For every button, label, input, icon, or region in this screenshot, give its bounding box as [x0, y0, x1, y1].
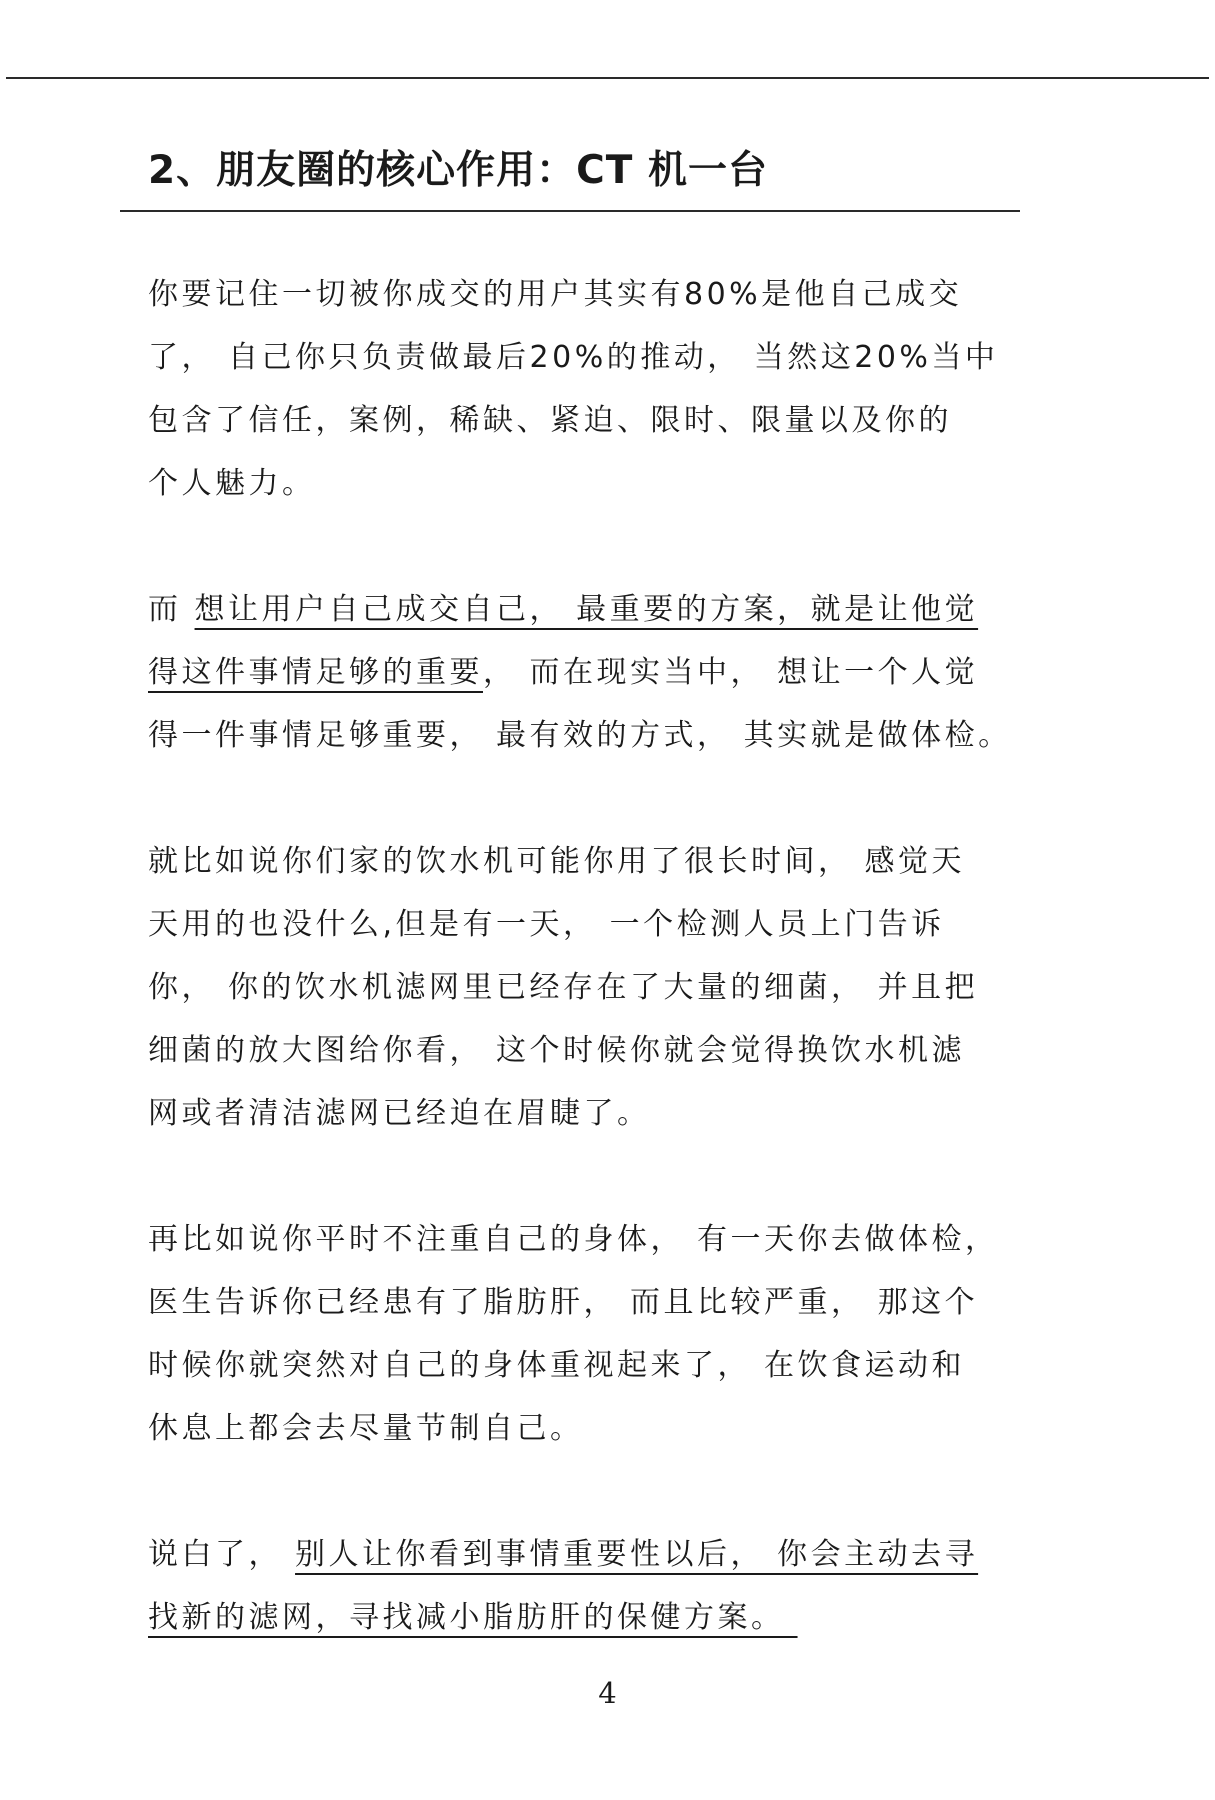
text-line — [148, 1019, 1028, 1082]
text-line — [148, 830, 1028, 893]
section-heading: 2、朋友圈的核心作用：CT 机一台 — [148, 148, 768, 193]
heading-underline-rule — [120, 210, 1020, 212]
text-segment: 说白了， — [148, 1537, 296, 1572]
text-segment: 休息上都会去尽量节制自己。 — [148, 1411, 584, 1446]
paragraph — [148, 830, 1028, 1145]
text-segment: 再比如说你平时不注重自己的身体， 有一天你去做体检， — [148, 1222, 999, 1257]
body-text — [148, 263, 1028, 1712]
text-segment: 网或者清洁滤网已经迫在眉睫了。 — [148, 1096, 651, 1131]
text-segment: 而 — [148, 592, 195, 627]
text-line — [148, 893, 1028, 956]
paragraph — [148, 578, 1028, 767]
text-segment: 细菌的放大图给你看， 这个时候你就会觉得换饮水机滤 — [148, 1033, 966, 1068]
underlined-text: 得这件事情足够的重要 — [148, 655, 483, 690]
underlined-text: 别人让你看到事情重要性以后， 你会主动去寻 — [295, 1537, 979, 1572]
paragraph — [148, 263, 1028, 515]
paragraph — [148, 1208, 1028, 1460]
underlined-text: 想让用户自己成交自己， 最重要的方案，就是让他觉 — [194, 592, 979, 627]
text-line — [148, 704, 1028, 767]
text-line — [148, 1523, 1028, 1586]
text-segment: 包含了信任，案例，稀缺、紧迫、限时、限量以及你的 — [148, 403, 952, 438]
text-line — [148, 1208, 1028, 1271]
page-number: 4 — [598, 1676, 617, 1710]
text-line — [148, 578, 1028, 641]
underline-extension — [785, 1586, 847, 1649]
text-line — [148, 326, 1028, 389]
text-segment: ， 而在现实当中， 想让一个人觉 — [483, 655, 979, 690]
text-line — [148, 1334, 1028, 1397]
text-line — [148, 956, 1028, 1019]
text-segment: 你要记住一切被你成交的用户其实有80%是他自己成交 — [148, 277, 963, 312]
text-line — [148, 641, 1028, 704]
text-line — [148, 1397, 1028, 1460]
text-segment: 了， 自己你只负责做最后20%的推动， 当然这20%当中 — [148, 340, 999, 375]
text-segment: 时候你就突然对自己的身体重视起来了， 在饮食运动和 — [148, 1348, 966, 1383]
text-line — [148, 1586, 1028, 1649]
text-line — [148, 263, 1028, 326]
text-segment: 就比如说你们家的饮水机可能你用了很长时间， 感觉天 — [148, 844, 966, 879]
paragraph — [148, 1523, 1028, 1649]
page-top-rule — [6, 77, 1209, 79]
text-segment: 得一件事情足够重要， 最有效的方式， 其实就是做体检。 — [148, 718, 1012, 753]
text-segment: 个人魅力。 — [148, 466, 316, 501]
text-segment: 天用的也没什么,但是有一天， 一个检测人员上门告诉 — [148, 907, 945, 942]
text-segment: 你， 你的饮水机滤网里已经存在了大量的细菌， 并且把 — [148, 970, 979, 1005]
text-line — [148, 389, 1028, 452]
text-line — [148, 452, 1028, 515]
underlined-text: 找新的滤网，寻找减小脂肪肝的保健方案。 — [148, 1600, 785, 1635]
text-line — [148, 1082, 1028, 1145]
text-line — [148, 1271, 1028, 1334]
text-segment: 医生告诉你已经患有了脂肪肝， 而且比较严重， 那这个 — [148, 1285, 979, 1320]
